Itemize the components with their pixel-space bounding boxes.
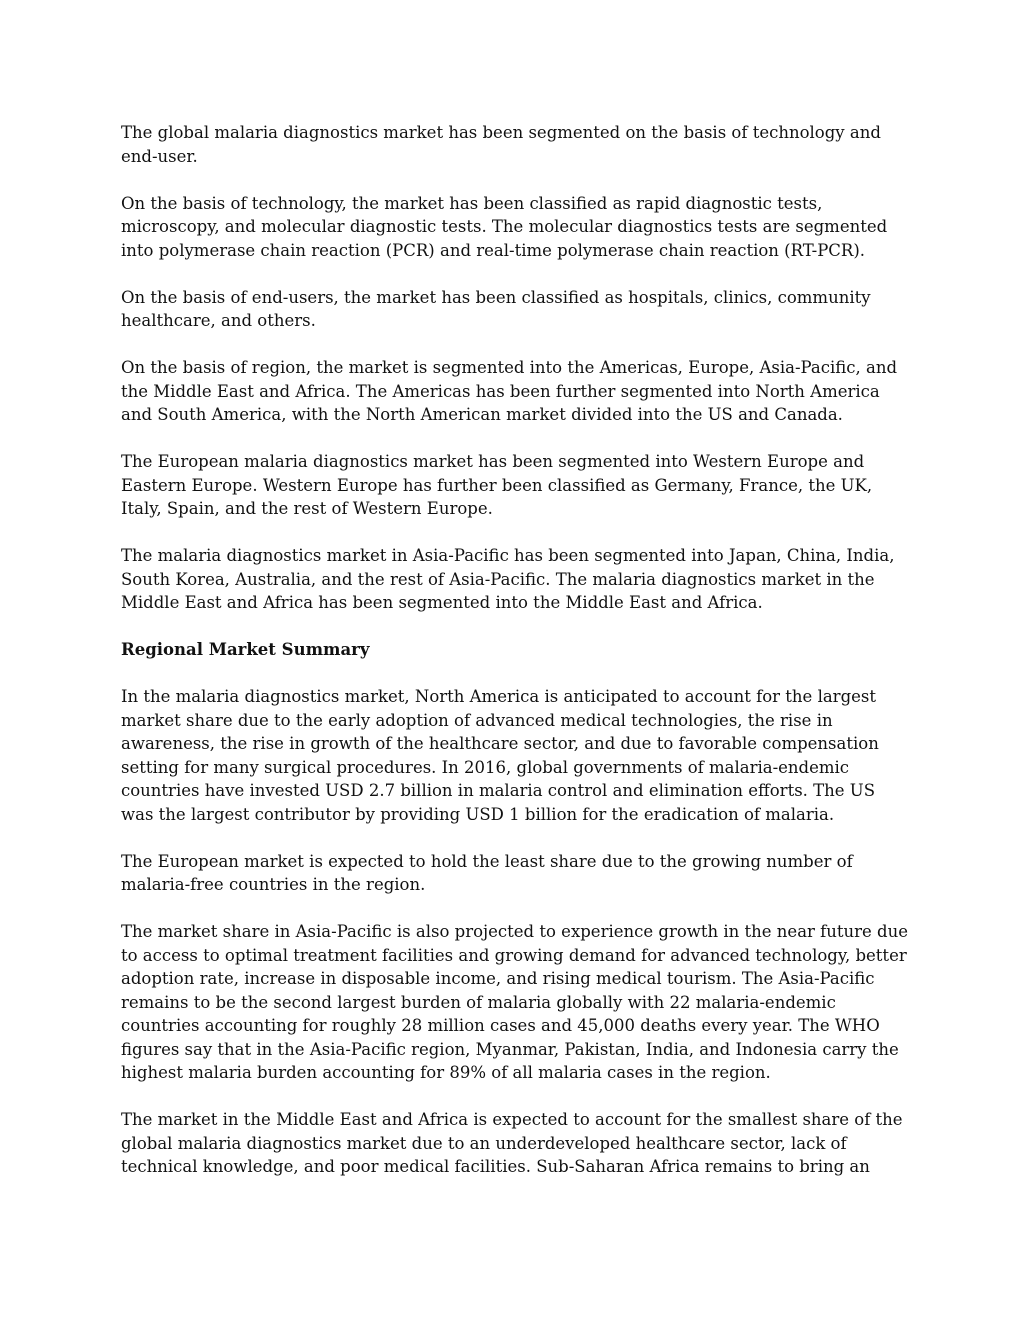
paragraph-europe: The European malaria diagnostics market has been segmented into Western Europe and Eastern Europe. Western Europe has further been classified as Germany, France, the UK, Italy, Spain, and the rest of Western Europe. <box>121 452 873 518</box>
document-page <box>121 121 911 1202</box>
paragraph-asia-pacific: The malaria diagnostics market in Asia-Pacific has been segmented into Japan, China, India, South Korea, Australia, and the rest of Asia-Pacific. The malaria diagnostics market in the Middle East and Africa has been segmented into the Middle East and Africa. <box>121 546 895 612</box>
paragraph-europe-summary: The European market is expected to hold the least share due to the growing number of malaria-free countries in the region. <box>121 851 853 894</box>
paragraph-middle-east-africa-summary: The market in the Middle East and Africa is expected to account for the smallest share of the global malaria diagnostics market due to an underdeveloped healthcare sector, lack of technical knowledge, and poor medical facilities. Sub-Saharan Africa remains to bring an <box>121 1110 903 1176</box>
paragraph-end-users: On the basis of end-users, the market has been classified as hospitals, clinics, community healthcare, and others. <box>121 287 871 330</box>
paragraph-asia-pacific-summary: The market share in Asia-Pacific is also projected to experience growth in the near future due to access to optimal treatment facilities and growing demand for advanced technology, better adoption rate, increase in disposable income, and rising medical tourism. The Asia-Pacific remains to be the second largest burden of malaria globally with 22 malaria-endemic countries accounting for roughly 28 million cases and 45,000 deaths every year. The WHO figures say that in the Asia-Pacific region, Myanmar, Pakistan, India, and Indonesia carry the highest malaria burden accounting for 89% of all malaria cases in the region. <box>121 922 909 1082</box>
paragraph-north-america-summary: In the malaria diagnostics market, North America is anticipated to account for the largest market share due to the early adoption of advanced medical technologies, the rise in awareness, the rise in growth of the healthcare sector, and due to favorable compensation setting for many surgical procedures. In 2016, global governments of malaria-endemic countries have invested USD 2.7 billion in malaria control and elimination efforts. The US was the largest contributor by providing USD 1 billion for the eradication of malaria. <box>121 687 879 824</box>
section-heading: Regional Market Summary <box>121 640 370 659</box>
paragraph-technology: On the basis of technology, the market has been classified as rapid diagnostic tests, microscopy, and molecular diagnostic tests. The molecular diagnostics tests are segmented into polymerase chain reaction (PCR) and real-time polymerase chain reaction (RT-PCR). <box>121 193 888 260</box>
paragraph-segmentation-intro: The global malaria diagnostics market has been segmented on the basis of technology and end-user. <box>121 123 881 166</box>
paragraph-region: On the basis of region, the market is segmented into the Americas, Europe, Asia-Pacific, and the Middle East and Africa. The Americas has been further segmented into North America and South America, with the North American market divided into the US and Canada. <box>121 358 898 424</box>
